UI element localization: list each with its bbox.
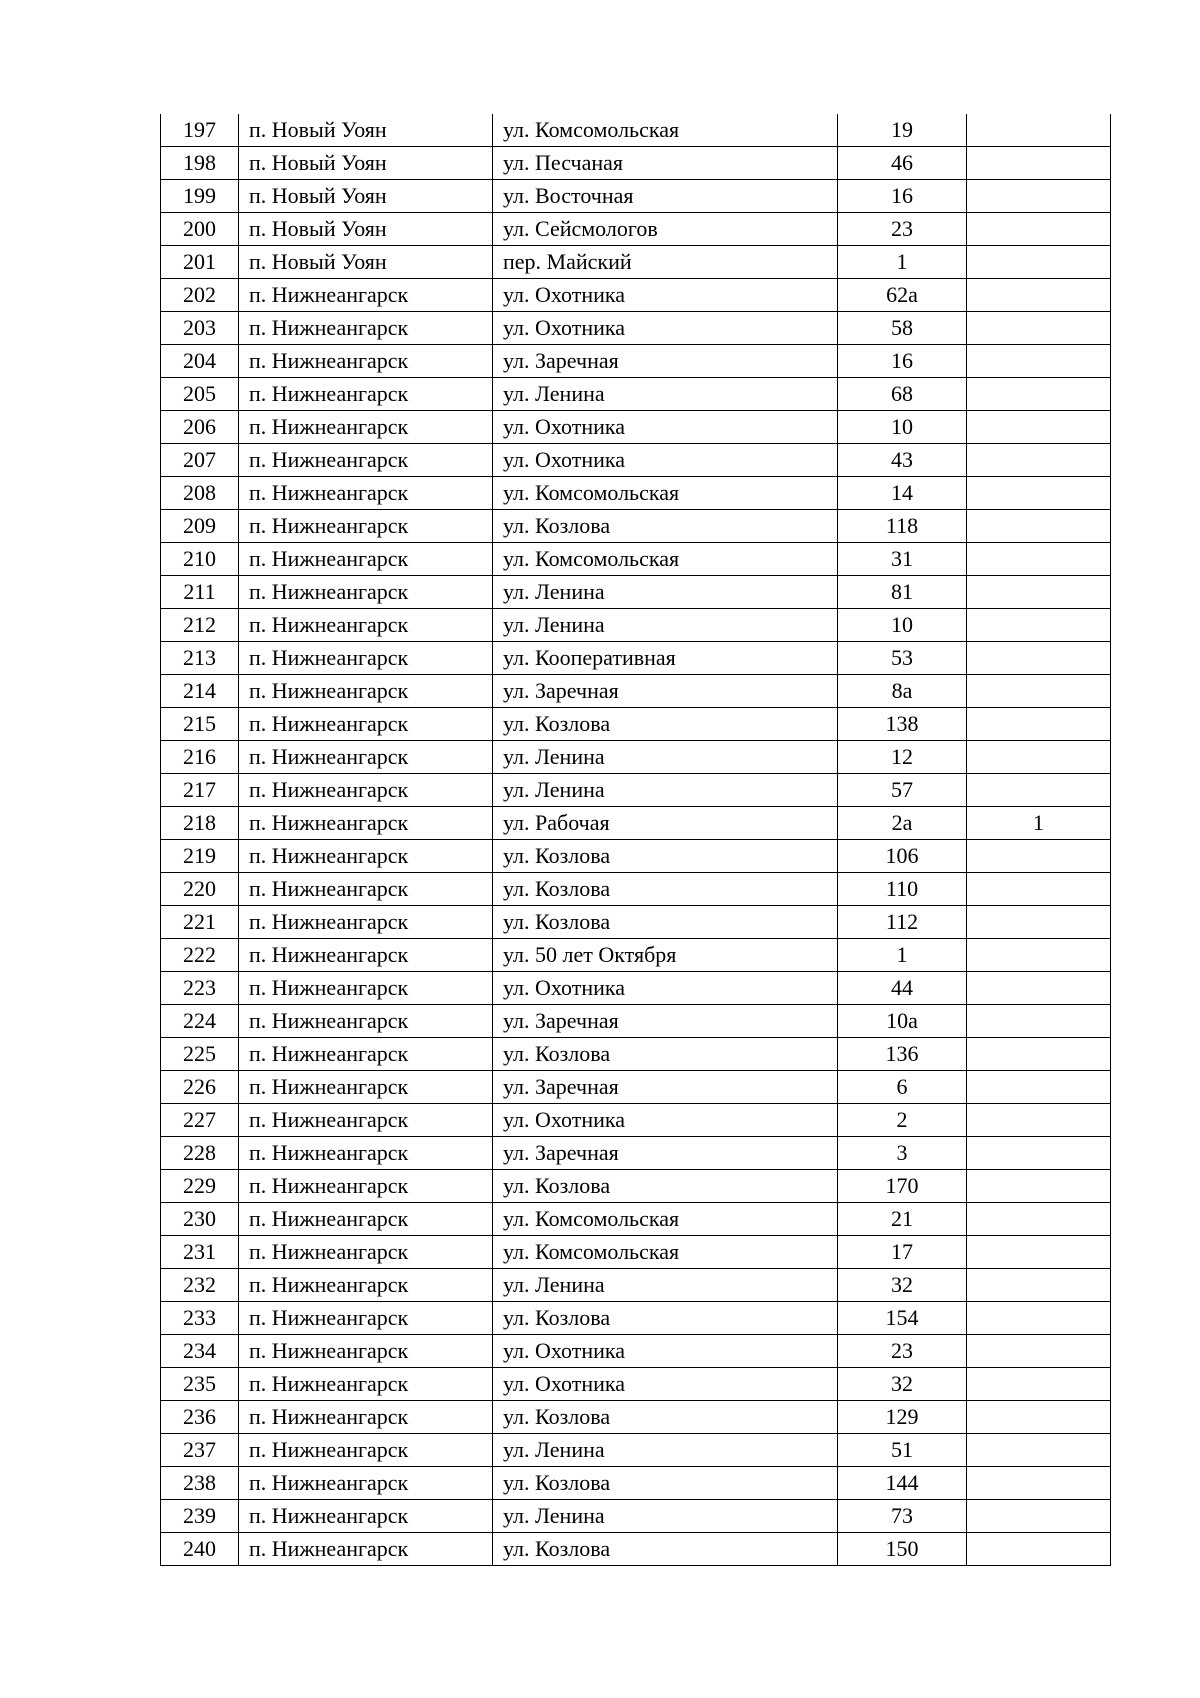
row-number-cell: 229 bbox=[161, 1170, 239, 1203]
street-cell: ул. Козлова bbox=[493, 1533, 838, 1566]
house-number-cell: 154 bbox=[838, 1302, 967, 1335]
settlement-cell: п. Нижнеангарск bbox=[239, 840, 493, 873]
house-number-cell: 19 bbox=[838, 114, 967, 147]
house-number-cell: 16 bbox=[838, 180, 967, 213]
table-row bbox=[161, 1533, 1111, 1566]
table-row bbox=[161, 873, 1111, 906]
extra-cell bbox=[967, 444, 1111, 477]
row-number-cell: 223 bbox=[161, 972, 239, 1005]
street-cell: ул. Козлова bbox=[493, 708, 838, 741]
street-cell: ул. Сейсмологов bbox=[493, 213, 838, 246]
row-number-cell: 219 bbox=[161, 840, 239, 873]
extra-cell bbox=[967, 378, 1111, 411]
street-cell: ул. Козлова bbox=[493, 1401, 838, 1434]
street-cell: ул. Охотника bbox=[493, 312, 838, 345]
table-row bbox=[161, 840, 1111, 873]
row-number-cell: 221 bbox=[161, 906, 239, 939]
street-cell: ул. Охотника bbox=[493, 411, 838, 444]
settlement-cell: п. Нижнеангарск bbox=[239, 774, 493, 807]
table-row bbox=[161, 444, 1111, 477]
street-cell: ул. Ленина bbox=[493, 378, 838, 411]
settlement-cell: п. Нижнеангарск bbox=[239, 1434, 493, 1467]
extra-cell bbox=[967, 1533, 1111, 1566]
row-number-cell: 220 bbox=[161, 873, 239, 906]
row-number-cell: 209 bbox=[161, 510, 239, 543]
table-row bbox=[161, 576, 1111, 609]
row-number-cell: 210 bbox=[161, 543, 239, 576]
row-number-cell: 198 bbox=[161, 147, 239, 180]
table-row bbox=[161, 114, 1111, 147]
row-number-cell: 222 bbox=[161, 939, 239, 972]
row-number-cell: 203 bbox=[161, 312, 239, 345]
house-number-cell: 10 bbox=[838, 411, 967, 444]
address-table-body bbox=[161, 114, 1111, 1566]
row-number-cell: 216 bbox=[161, 741, 239, 774]
street-cell: ул. Заречная bbox=[493, 675, 838, 708]
settlement-cell: п. Нижнеангарск bbox=[239, 1137, 493, 1170]
house-number-cell: 44 bbox=[838, 972, 967, 1005]
house-number-cell: 6 bbox=[838, 1071, 967, 1104]
street-cell: ул. Восточная bbox=[493, 180, 838, 213]
extra-cell bbox=[967, 1401, 1111, 1434]
street-cell: ул. Кооперативная bbox=[493, 642, 838, 675]
house-number-cell: 16 bbox=[838, 345, 967, 378]
table-row bbox=[161, 1071, 1111, 1104]
street-cell: ул. Козлова bbox=[493, 873, 838, 906]
settlement-cell: п. Нижнеангарск bbox=[239, 279, 493, 312]
extra-cell bbox=[967, 675, 1111, 708]
street-cell: ул. Ленина bbox=[493, 1269, 838, 1302]
extra-cell bbox=[967, 1335, 1111, 1368]
extra-cell bbox=[967, 1236, 1111, 1269]
row-number-cell: 233 bbox=[161, 1302, 239, 1335]
settlement-cell: п. Нижнеангарск bbox=[239, 1533, 493, 1566]
table-row bbox=[161, 906, 1111, 939]
house-number-cell: 31 bbox=[838, 543, 967, 576]
house-number-cell: 32 bbox=[838, 1368, 967, 1401]
house-number-cell: 23 bbox=[838, 213, 967, 246]
extra-cell bbox=[967, 180, 1111, 213]
settlement-cell: п. Нижнеангарск bbox=[239, 1005, 493, 1038]
extra-cell bbox=[967, 642, 1111, 675]
extra-cell bbox=[967, 1038, 1111, 1071]
row-number-cell: 231 bbox=[161, 1236, 239, 1269]
table-row bbox=[161, 246, 1111, 279]
table-row bbox=[161, 1236, 1111, 1269]
street-cell: ул. Ленина bbox=[493, 1434, 838, 1467]
table-row bbox=[161, 1500, 1111, 1533]
house-number-cell: 110 bbox=[838, 873, 967, 906]
row-number-cell: 201 bbox=[161, 246, 239, 279]
house-number-cell: 73 bbox=[838, 1500, 967, 1533]
row-number-cell: 213 bbox=[161, 642, 239, 675]
row-number-cell: 208 bbox=[161, 477, 239, 510]
house-number-cell: 129 bbox=[838, 1401, 967, 1434]
table-row bbox=[161, 1269, 1111, 1302]
street-cell: ул. Охотника bbox=[493, 972, 838, 1005]
house-number-cell: 2 bbox=[838, 1104, 967, 1137]
extra-cell bbox=[967, 114, 1111, 147]
extra-cell bbox=[967, 1434, 1111, 1467]
settlement-cell: п. Нижнеангарск bbox=[239, 708, 493, 741]
table-row bbox=[161, 1170, 1111, 1203]
settlement-cell: п. Нижнеангарск bbox=[239, 378, 493, 411]
settlement-cell: п. Нижнеангарск bbox=[239, 510, 493, 543]
row-number-cell: 215 bbox=[161, 708, 239, 741]
extra-cell bbox=[967, 1104, 1111, 1137]
extra-cell bbox=[967, 1368, 1111, 1401]
settlement-cell: п. Нижнеангарск bbox=[239, 1104, 493, 1137]
table-row bbox=[161, 312, 1111, 345]
settlement-cell: п. Нижнеангарск bbox=[239, 411, 493, 444]
settlement-cell: п. Новый Уоян bbox=[239, 180, 493, 213]
table-row bbox=[161, 675, 1111, 708]
street-cell: ул. Охотника bbox=[493, 1335, 838, 1368]
settlement-cell: п. Нижнеангарск bbox=[239, 642, 493, 675]
house-number-cell: 21 bbox=[838, 1203, 967, 1236]
street-cell: ул. Заречная bbox=[493, 1005, 838, 1038]
street-cell: ул. Козлова bbox=[493, 510, 838, 543]
house-number-cell: 3 bbox=[838, 1137, 967, 1170]
table-row bbox=[161, 774, 1111, 807]
street-cell: ул. Ленина bbox=[493, 609, 838, 642]
settlement-cell: п. Нижнеангарск bbox=[239, 312, 493, 345]
table-row bbox=[161, 708, 1111, 741]
row-number-cell: 206 bbox=[161, 411, 239, 444]
street-cell: ул. Ленина bbox=[493, 576, 838, 609]
house-number-cell: 150 bbox=[838, 1533, 967, 1566]
street-cell: ул. Комсомольская bbox=[493, 543, 838, 576]
settlement-cell: п. Нижнеангарск bbox=[239, 444, 493, 477]
settlement-cell: п. Нижнеангарск bbox=[239, 1071, 493, 1104]
row-number-cell: 235 bbox=[161, 1368, 239, 1401]
extra-cell bbox=[967, 1005, 1111, 1038]
house-number-cell: 112 bbox=[838, 906, 967, 939]
row-number-cell: 234 bbox=[161, 1335, 239, 1368]
settlement-cell: п. Нижнеангарск bbox=[239, 1269, 493, 1302]
row-number-cell: 212 bbox=[161, 609, 239, 642]
row-number-cell: 207 bbox=[161, 444, 239, 477]
house-number-cell: 1 bbox=[838, 246, 967, 279]
table-row bbox=[161, 543, 1111, 576]
settlement-cell: п. Нижнеангарск bbox=[239, 1500, 493, 1533]
row-number-cell: 230 bbox=[161, 1203, 239, 1236]
row-number-cell: 226 bbox=[161, 1071, 239, 1104]
table-row bbox=[161, 939, 1111, 972]
extra-cell bbox=[967, 1071, 1111, 1104]
house-number-cell: 138 bbox=[838, 708, 967, 741]
row-number-cell: 232 bbox=[161, 1269, 239, 1302]
house-number-cell: 23 bbox=[838, 1335, 967, 1368]
table-row bbox=[161, 1434, 1111, 1467]
house-number-cell: 144 bbox=[838, 1467, 967, 1500]
row-number-cell: 211 bbox=[161, 576, 239, 609]
street-cell: ул. Рабочая bbox=[493, 807, 838, 840]
street-cell: ул. Комсомольская bbox=[493, 1203, 838, 1236]
street-cell: ул. Комсомольская bbox=[493, 477, 838, 510]
settlement-cell: п. Новый Уоян bbox=[239, 213, 493, 246]
street-cell: ул. Козлова bbox=[493, 1302, 838, 1335]
row-number-cell: 214 bbox=[161, 675, 239, 708]
settlement-cell: п. Нижнеангарск bbox=[239, 1170, 493, 1203]
settlement-cell: п. Нижнеангарск bbox=[239, 807, 493, 840]
table-row bbox=[161, 741, 1111, 774]
extra-cell bbox=[967, 246, 1111, 279]
row-number-cell: 238 bbox=[161, 1467, 239, 1500]
table-row bbox=[161, 411, 1111, 444]
settlement-cell: п. Нижнеангарск bbox=[239, 873, 493, 906]
table-row bbox=[161, 279, 1111, 312]
street-cell: пер. Майский bbox=[493, 246, 838, 279]
extra-cell bbox=[967, 1137, 1111, 1170]
house-number-cell: 43 bbox=[838, 444, 967, 477]
house-number-cell: 57 bbox=[838, 774, 967, 807]
settlement-cell: п. Новый Уоян bbox=[239, 147, 493, 180]
street-cell: ул. Козлова bbox=[493, 906, 838, 939]
row-number-cell: 224 bbox=[161, 1005, 239, 1038]
street-cell: ул. Охотника bbox=[493, 1104, 838, 1137]
settlement-cell: п. Нижнеангарск bbox=[239, 1038, 493, 1071]
extra-cell bbox=[967, 972, 1111, 1005]
settlement-cell: п. Нижнеангарск bbox=[239, 543, 493, 576]
settlement-cell: п. Нижнеангарск bbox=[239, 939, 493, 972]
table-row bbox=[161, 1467, 1111, 1500]
settlement-cell: п. Нижнеангарск bbox=[239, 576, 493, 609]
house-number-cell: 14 bbox=[838, 477, 967, 510]
house-number-cell: 32 bbox=[838, 1269, 967, 1302]
extra-cell bbox=[967, 279, 1111, 312]
extra-cell bbox=[967, 873, 1111, 906]
extra-cell bbox=[967, 312, 1111, 345]
settlement-cell: п. Нижнеангарск bbox=[239, 1236, 493, 1269]
house-number-cell: 81 bbox=[838, 576, 967, 609]
table-row bbox=[161, 1335, 1111, 1368]
house-number-cell: 12 bbox=[838, 741, 967, 774]
house-number-cell: 118 bbox=[838, 510, 967, 543]
table-row bbox=[161, 1137, 1111, 1170]
street-cell: ул. Козлова bbox=[493, 840, 838, 873]
row-number-cell: 197 bbox=[161, 114, 239, 147]
settlement-cell: п. Нижнеангарск bbox=[239, 477, 493, 510]
house-number-cell: 8а bbox=[838, 675, 967, 708]
settlement-cell: п. Нижнеангарск bbox=[239, 609, 493, 642]
settlement-cell: п. Нижнеангарск bbox=[239, 1203, 493, 1236]
table-row bbox=[161, 1005, 1111, 1038]
table-row bbox=[161, 1368, 1111, 1401]
street-cell: ул. Козлова bbox=[493, 1467, 838, 1500]
table-row bbox=[161, 1302, 1111, 1335]
street-cell: ул. Комсомольская bbox=[493, 1236, 838, 1269]
extra-cell bbox=[967, 609, 1111, 642]
extra-cell bbox=[967, 1170, 1111, 1203]
extra-cell bbox=[967, 1302, 1111, 1335]
table-row bbox=[161, 1203, 1111, 1236]
house-number-cell: 68 bbox=[838, 378, 967, 411]
table-row bbox=[161, 972, 1111, 1005]
extra-cell bbox=[967, 774, 1111, 807]
settlement-cell: п. Нижнеангарск bbox=[239, 1302, 493, 1335]
street-cell: ул. Охотника bbox=[493, 1368, 838, 1401]
house-number-cell: 10а bbox=[838, 1005, 967, 1038]
row-number-cell: 228 bbox=[161, 1137, 239, 1170]
extra-cell bbox=[967, 1467, 1111, 1500]
house-number-cell: 62а bbox=[838, 279, 967, 312]
house-number-cell: 106 bbox=[838, 840, 967, 873]
row-number-cell: 202 bbox=[161, 279, 239, 312]
street-cell: ул. Ленина bbox=[493, 741, 838, 774]
table-row bbox=[161, 1401, 1111, 1434]
house-number-cell: 170 bbox=[838, 1170, 967, 1203]
table-row bbox=[161, 1038, 1111, 1071]
street-cell: ул. Охотника bbox=[493, 444, 838, 477]
house-number-cell: 58 bbox=[838, 312, 967, 345]
settlement-cell: п. Нижнеангарск bbox=[239, 675, 493, 708]
street-cell: ул. Охотника bbox=[493, 279, 838, 312]
street-cell: ул. Песчаная bbox=[493, 147, 838, 180]
table-row bbox=[161, 147, 1111, 180]
table-row bbox=[161, 510, 1111, 543]
table-row bbox=[161, 213, 1111, 246]
settlement-cell: п. Нижнеангарск bbox=[239, 1401, 493, 1434]
table-row bbox=[161, 477, 1111, 510]
extra-cell bbox=[967, 345, 1111, 378]
extra-cell bbox=[967, 411, 1111, 444]
settlement-cell: п. Новый Уоян bbox=[239, 246, 493, 279]
table-row bbox=[161, 180, 1111, 213]
row-number-cell: 204 bbox=[161, 345, 239, 378]
extra-cell bbox=[967, 840, 1111, 873]
extra-cell bbox=[967, 213, 1111, 246]
table-row bbox=[161, 378, 1111, 411]
row-number-cell: 199 bbox=[161, 180, 239, 213]
row-number-cell: 200 bbox=[161, 213, 239, 246]
row-number-cell: 205 bbox=[161, 378, 239, 411]
row-number-cell: 225 bbox=[161, 1038, 239, 1071]
settlement-cell: п. Нижнеангарск bbox=[239, 345, 493, 378]
row-number-cell: 218 bbox=[161, 807, 239, 840]
extra-cell bbox=[967, 939, 1111, 972]
house-number-cell: 136 bbox=[838, 1038, 967, 1071]
house-number-cell: 46 bbox=[838, 147, 967, 180]
extra-cell bbox=[967, 576, 1111, 609]
row-number-cell: 236 bbox=[161, 1401, 239, 1434]
settlement-cell: п. Нижнеангарск bbox=[239, 906, 493, 939]
house-number-cell: 17 bbox=[838, 1236, 967, 1269]
extra-cell bbox=[967, 147, 1111, 180]
street-cell: ул. Козлова bbox=[493, 1038, 838, 1071]
extra-cell bbox=[967, 510, 1111, 543]
street-cell: ул. 50 лет Октября bbox=[493, 939, 838, 972]
settlement-cell: п. Нижнеангарск bbox=[239, 972, 493, 1005]
row-number-cell: 237 bbox=[161, 1434, 239, 1467]
table-row bbox=[161, 642, 1111, 675]
row-number-cell: 227 bbox=[161, 1104, 239, 1137]
extra-cell: 1 bbox=[967, 807, 1111, 840]
row-number-cell: 217 bbox=[161, 774, 239, 807]
street-cell: ул. Заречная bbox=[493, 1071, 838, 1104]
extra-cell bbox=[967, 1500, 1111, 1533]
street-cell: ул. Козлова bbox=[493, 1170, 838, 1203]
settlement-cell: п. Нижнеангарск bbox=[239, 1335, 493, 1368]
table-row bbox=[161, 345, 1111, 378]
extra-cell bbox=[967, 543, 1111, 576]
house-number-cell: 2а bbox=[838, 807, 967, 840]
street-cell: ул. Заречная bbox=[493, 1137, 838, 1170]
address-table bbox=[160, 114, 1111, 1566]
street-cell: ул. Ленина bbox=[493, 1500, 838, 1533]
house-number-cell: 1 bbox=[838, 939, 967, 972]
street-cell: ул. Комсомольская bbox=[493, 114, 838, 147]
table-row bbox=[161, 609, 1111, 642]
extra-cell bbox=[967, 906, 1111, 939]
row-number-cell: 239 bbox=[161, 1500, 239, 1533]
row-number-cell: 240 bbox=[161, 1533, 239, 1566]
house-number-cell: 10 bbox=[838, 609, 967, 642]
extra-cell bbox=[967, 708, 1111, 741]
street-cell: ул. Ленина bbox=[493, 774, 838, 807]
house-number-cell: 53 bbox=[838, 642, 967, 675]
settlement-cell: п. Нижнеангарск bbox=[239, 741, 493, 774]
extra-cell bbox=[967, 1269, 1111, 1302]
extra-cell bbox=[967, 1203, 1111, 1236]
table-row bbox=[161, 807, 1111, 840]
house-number-cell: 51 bbox=[838, 1434, 967, 1467]
street-cell: ул. Заречная bbox=[493, 345, 838, 378]
settlement-cell: п. Нижнеангарск bbox=[239, 1368, 493, 1401]
extra-cell bbox=[967, 741, 1111, 774]
table-row bbox=[161, 1104, 1111, 1137]
extra-cell bbox=[967, 477, 1111, 510]
settlement-cell: п. Новый Уоян bbox=[239, 114, 493, 147]
settlement-cell: п. Нижнеангарск bbox=[239, 1467, 493, 1500]
